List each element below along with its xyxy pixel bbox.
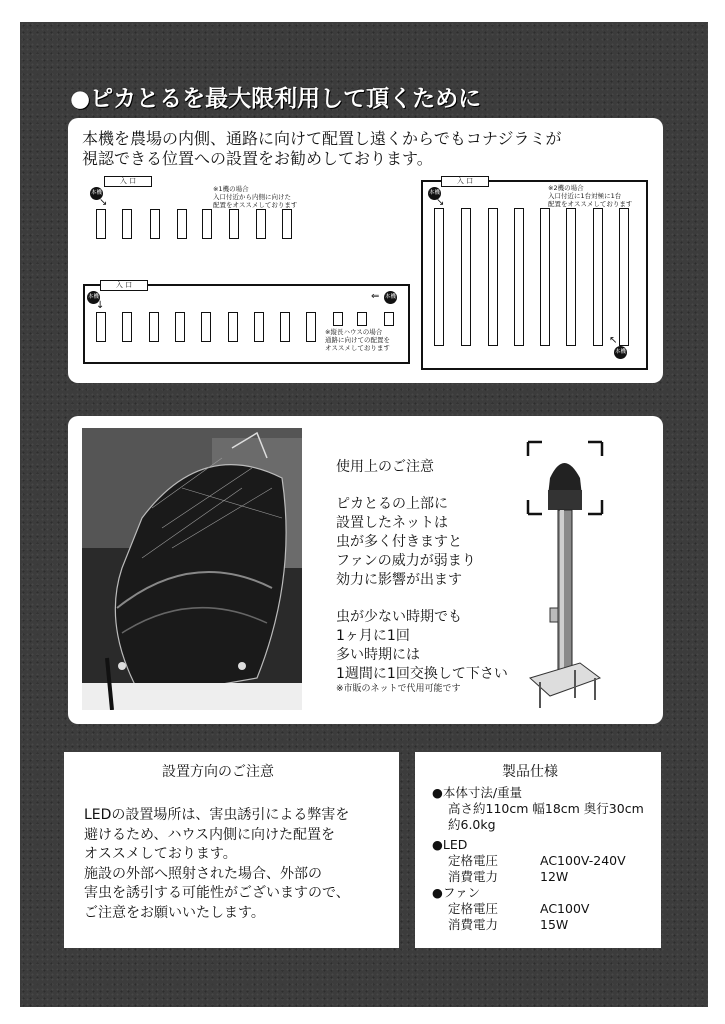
placement-intro	[82, 129, 562, 169]
unit-marker: 本機	[384, 291, 397, 304]
direction-arrow-icon: ↘	[436, 197, 445, 208]
usage-caution	[336, 458, 508, 695]
spec-row	[432, 869, 644, 885]
spec-fan-heading: ●ファン	[432, 885, 481, 900]
caution-line: 効力に影響が出ます	[336, 572, 462, 588]
caution-line: 多い時期には	[336, 647, 420, 663]
stall	[149, 312, 159, 342]
caution-line: ピカとるの上部に	[336, 496, 448, 512]
spec-label: 消費電力	[448, 869, 499, 884]
spec-list	[432, 785, 644, 933]
stall	[202, 209, 212, 239]
stall	[619, 208, 629, 346]
caution-line: 1週間に1回交換して下さい	[336, 666, 508, 682]
page-title: ●ピカとるを最大限利用して頂くために	[70, 86, 482, 112]
note-single-unit: ※1機の場合 入口付近から内側に向けた 配置をオススメしております	[213, 185, 298, 209]
net-covered-device-image	[82, 428, 302, 710]
stall	[384, 312, 394, 326]
usage-caution-heading: 使用上のご注意	[336, 459, 434, 475]
stall	[434, 208, 444, 346]
stall	[461, 208, 471, 346]
direction-heading: 設置方向のご注意	[162, 764, 274, 780]
intro-line-2: 視認できる位置への設置をお勧めしております。	[82, 149, 433, 168]
stall	[488, 208, 498, 346]
stall	[566, 208, 576, 346]
direction-body	[84, 806, 350, 923]
unit-marker: 本機	[428, 187, 441, 200]
stall	[514, 208, 524, 346]
direction-line: オススメしております。	[84, 846, 237, 862]
spec-value: AC100V	[540, 901, 590, 916]
direction-line: ご注意をお願いいたします。	[84, 904, 265, 921]
unit-marker: 本機	[87, 291, 100, 304]
stall	[229, 209, 239, 239]
spec-row	[432, 901, 644, 917]
net-photo	[82, 428, 302, 710]
stall	[593, 208, 603, 346]
intro-line-1: 本機を農場の内側、通路に向けて配置し遠くからでもコナジラミが	[82, 129, 562, 148]
stall	[96, 209, 106, 239]
caution-line: ファンの威力が弱まり	[336, 553, 476, 569]
direction-arrow-icon: ↘	[99, 197, 108, 208]
direction-arrow-icon: ↖	[609, 335, 618, 346]
spec-value: AC100V-240V	[540, 853, 626, 868]
spec-size-heading: ●本体寸法/重量	[432, 785, 523, 800]
stall	[201, 312, 211, 342]
stall	[228, 312, 238, 342]
stall	[122, 312, 132, 342]
device-image	[520, 438, 610, 718]
spec-heading: 製品仕様	[502, 764, 558, 780]
spec-row	[432, 917, 644, 933]
stall	[280, 312, 290, 342]
stall	[177, 209, 187, 239]
spec-weight: 約6.0kg	[448, 817, 496, 832]
stall	[357, 312, 367, 326]
note-long-house: ※縦長ハウスの場合 通路に向けての配置を オススメしております	[325, 328, 390, 352]
direction-line: LEDの設置場所は、害虫誘引による弊害を	[84, 807, 350, 823]
spec-value: 12W	[540, 869, 569, 884]
entrance-label: 入 口	[441, 176, 489, 187]
spec-label: 定格電圧	[448, 901, 499, 916]
spec-led-heading: ●LED	[432, 837, 468, 852]
stall	[282, 209, 292, 239]
note-two-units: ※2機の場合 入口付近に1台対極に1台 配置をオススメしております	[548, 184, 633, 208]
spec-size: 高さ約110cm 幅18cm 奥行30cm	[448, 801, 644, 816]
unit-marker: 本機	[614, 346, 627, 359]
direction-line: 害虫を誘引する可能性がございますので、	[84, 885, 350, 901]
direction-arrow-icon: ⇐	[371, 291, 380, 302]
stall	[150, 209, 160, 239]
stall	[175, 312, 185, 342]
stall	[540, 208, 550, 346]
stall	[122, 209, 132, 239]
direction-line: 施設の外部へ照射された場合、外部の	[84, 865, 322, 882]
caution-line: 1ヶ月に1回	[336, 628, 410, 644]
spec-label: 定格電圧	[448, 853, 499, 868]
stall	[96, 312, 106, 342]
caution-line: 設置したネットは	[336, 515, 448, 531]
stall	[333, 312, 343, 326]
stall	[256, 209, 266, 239]
spec-label: 消費電力	[448, 917, 499, 932]
entrance-label: 入 口	[104, 176, 152, 187]
spec-row	[432, 853, 644, 869]
caution-line: 虫が多く付きますと	[336, 534, 462, 550]
stall	[306, 312, 316, 342]
stall	[254, 312, 264, 342]
direction-arrow-icon: ↓	[96, 300, 105, 311]
spec-value: 15W	[540, 917, 569, 932]
direction-line: 避けるため、ハウス内側に向けた配置を	[84, 826, 336, 843]
unit-marker: 本機	[90, 187, 103, 200]
caution-footnote: ※市販のネットで代用可能です	[336, 684, 461, 694]
caution-line: 虫が少ない時期でも	[336, 609, 462, 625]
device-illustration	[520, 438, 610, 718]
entrance-label: 入 口	[100, 280, 148, 291]
